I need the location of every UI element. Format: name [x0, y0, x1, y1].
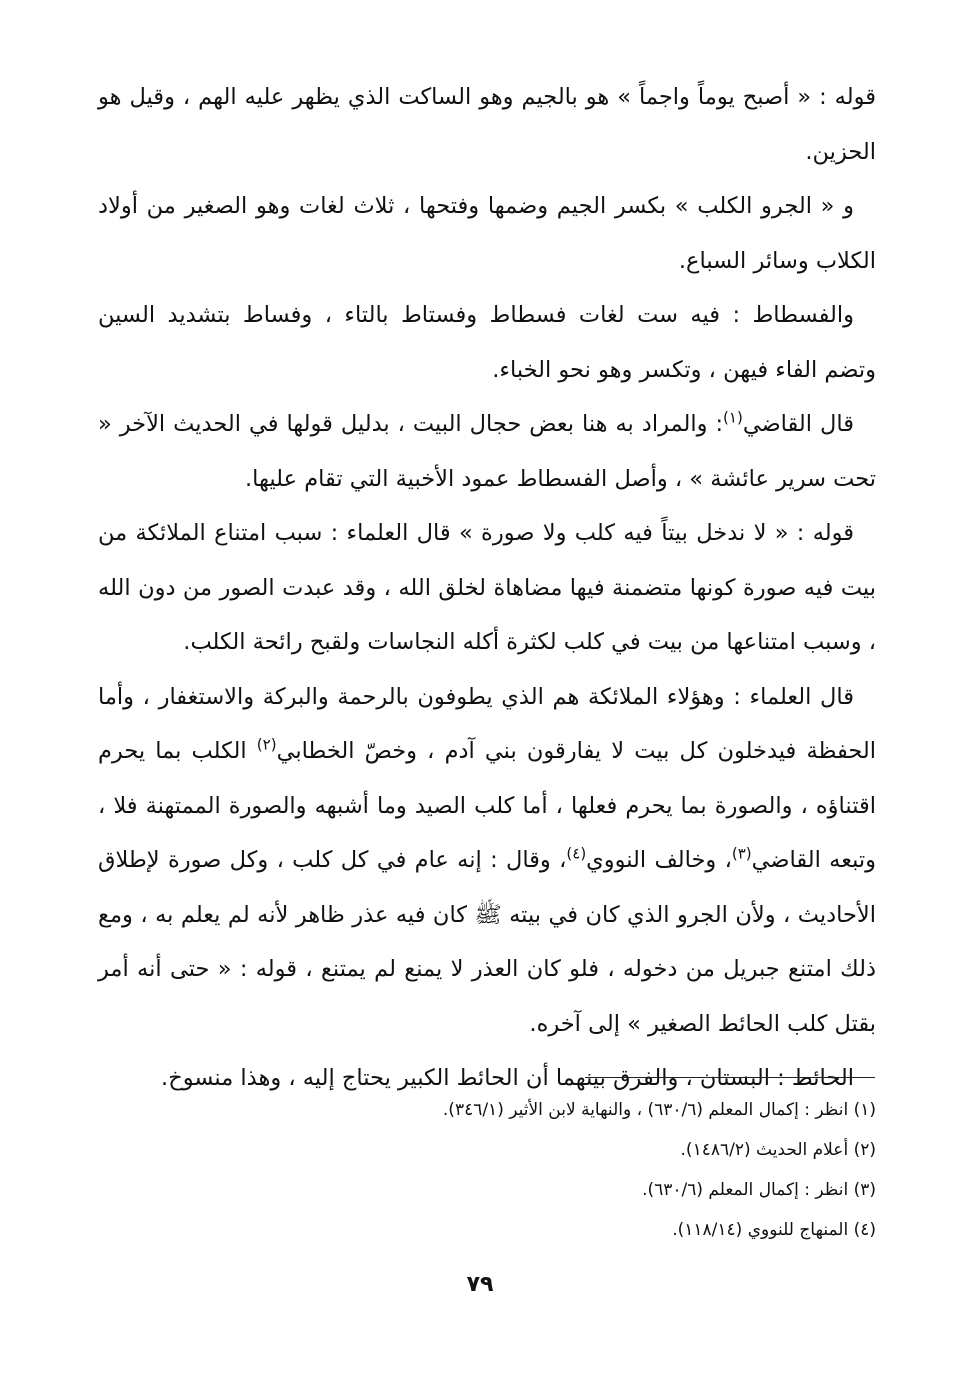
page-number: ٧٩ — [466, 1272, 494, 1297]
paragraph-2: و « الجرو الكلب » بكسر الجيم وضمها وفتحها ، ثلاث لغات وهو الصغير من أولاد الكلاب وسائر السباع. — [98, 193, 876, 274]
paragraph-6-text-a: قال العلماء : وهؤلاء الملائكة هم الذي يطوفون بالرحمة والبركة والاستغفار ، وأما الحفظة فيدخلون كل بيت لا يفارقون بني آدم ، وخصّ الخطابي — [98, 683, 876, 764]
paragraph-4-text-b: : والمراد به هنا بعض حجال البيت ، بدليل قولها في الحديث الآخر « تحت سرير عائشة » ، وأصل الفسطاط عمود الأخبية التي تقام عليها. — [98, 411, 876, 492]
paragraph-6-text-c: ، وخالف النووي — [586, 847, 732, 873]
footnote-ref-1: (١) — [723, 408, 743, 427]
paragraph-7: الحائط : البستان ، والفرق بينهما أن الحائط الكبير يحتاج إليه ، وهذا منسوخ. — [161, 1065, 854, 1091]
paragraph-6-text-b: الكلب بما يحرم اقتناؤه ، والصورة بما يحرم فعلها ، أما كلب الصيد وما أشبهه والصورة الممتهنة فلا ، وتبعه القاضي — [98, 738, 876, 873]
footnote-separator — [585, 1077, 875, 1078]
footnotes-list — [98, 1090, 876, 1250]
footnote-ref-3: (٣) — [731, 844, 752, 863]
footnote-4: (٤) المنهاج للنووي (١١٨/١٤). — [672, 1220, 876, 1240]
paragraph-1: قوله : « أصبح يوماً واجماً » هو بالجيم وهو الساكت الذي يظهر عليه الهم ، وقيل هو الحزين. — [98, 84, 876, 165]
footnote-1: (١) انظر : إكمال المعلم (٦٣٠/٦) ، والنهاية لابن الأثير (٣٤٦/١). — [442, 1100, 876, 1120]
footnote-ref-2: (٢) — [256, 735, 277, 754]
footnote-3: (٣) انظر : إكمال المعلم (٦٣٠/٦). — [642, 1180, 876, 1200]
paragraph-3: والفسطاط : فيه ست لغات فسطاط وفستاط بالتاء ، وفساط بتشديد السين وتضم الفاء فيهن ، وتكسر وهو نحو الخباء. — [98, 302, 876, 383]
paragraph-6 — [98, 670, 876, 1052]
main-text — [98, 70, 876, 1106]
paragraph-4 — [98, 397, 876, 506]
paragraph-4-text-a: قال القاضي — [742, 411, 854, 437]
paragraph-6-text-d: ، وقال : إنه عام في كل كلب ، وكل صورة لإطلاق الأحاديث ، ولأن الجرو الذي كان في بيته ﷺ كان فيه عذر ظاهر لأنه لم يعلم به ، ومع ذلك امتنع جبريل من دخوله ، فلو كان العذر لا يمنع لم يمتنع ، قوله : « حتى أنه أمر بقتل كلب الحائط الصغير » إلى آخره. — [98, 847, 876, 1037]
footnote-ref-4: (٤) — [566, 844, 587, 863]
paragraph-5: قوله : « لا ندخل بيتاً فيه كلب ولا صورة » قال العلماء : سبب امتناع الملائكة من بيت فيه صورة كونها متضمنة فيها مضاهاة لخلق الله ، وقد عبدت الصور من دون الله ، وسبب امتناعها من بيت في كلب لكثرة أكله النجاسات ولقبح رائحة الكلب. — [98, 520, 876, 655]
footnote-2: (٢) أعلام الحديث (١٤٨٦/٢). — [680, 1140, 876, 1160]
